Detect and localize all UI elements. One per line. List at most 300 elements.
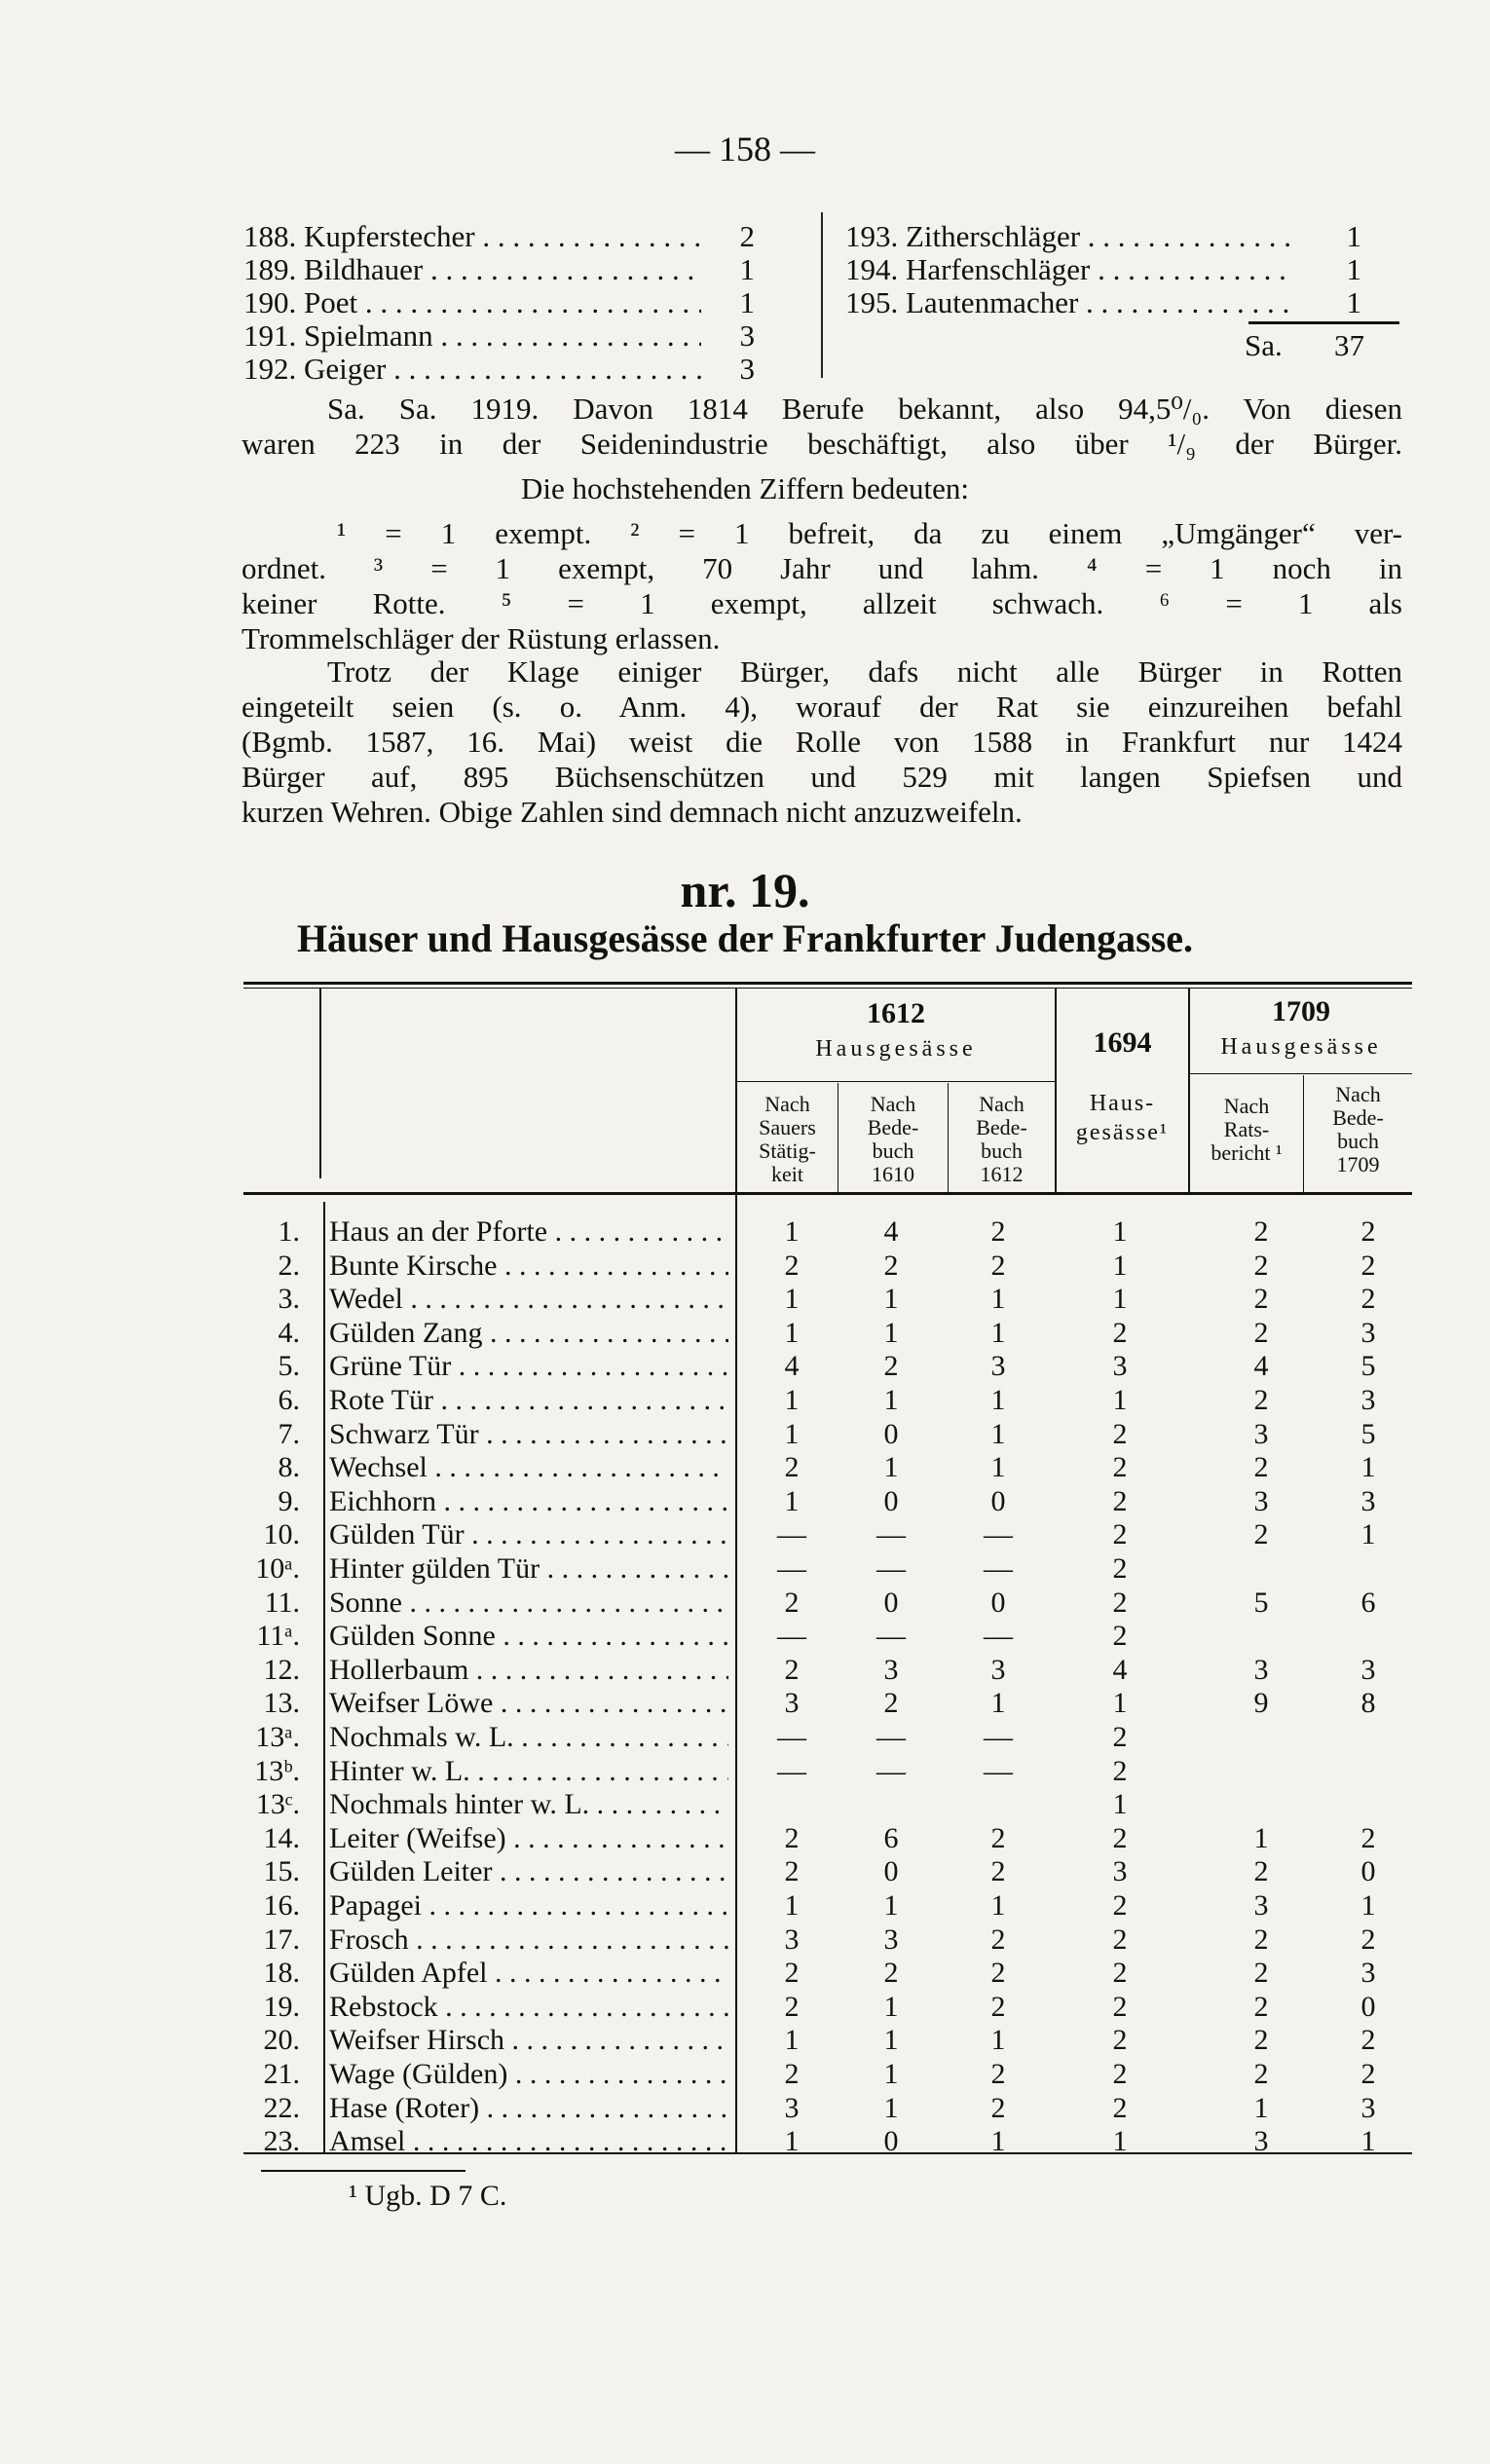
value-cell: 2: [1112, 1957, 1128, 1990]
klage-paragraph: [242, 654, 1402, 830]
value-cell: 2: [1112, 1889, 1128, 1922]
occupation-label: 189. Bildhauer . . .: [243, 249, 701, 290]
house-name-cell: [329, 1991, 728, 2024]
table-footnote: ¹ Ugb. D 7 C.: [349, 2180, 507, 2212]
value-cell: 3: [784, 1687, 800, 1720]
value-cell: —: [984, 1721, 1013, 1753]
occupation-label: 188. Kupferstecher . . .: [243, 216, 701, 257]
house-name: Weifser Löwe . . .: [329, 1687, 728, 1719]
value-cell: 2: [883, 1957, 899, 1990]
value-cell: 1: [990, 2125, 1006, 2158]
value-cell: 1: [1112, 1283, 1128, 1316]
occupation-count: 1: [1346, 285, 1361, 319]
header-text: buch: [872, 1139, 914, 1163]
row-number: 6.: [278, 1384, 300, 1416]
value-cell: 2: [1360, 2058, 1376, 2090]
value-cell: 1: [883, 2058, 899, 2090]
occupation-count: 1: [739, 285, 755, 319]
occupation-label: 193. Zitherschläger . . .: [845, 216, 1293, 257]
value-cell: 3: [990, 1653, 1006, 1686]
row-number: 15.: [263, 1855, 300, 1888]
house-name: Gülden Apfel . . .: [329, 1957, 728, 1989]
table-row: [243, 1654, 1412, 1687]
value-cell: 0: [1360, 1855, 1376, 1888]
value-cell: 2: [1253, 1316, 1269, 1349]
value-cell: 2: [1253, 1283, 1269, 1316]
value-cell: 1: [1360, 1518, 1376, 1551]
value-cell: 2: [784, 1586, 800, 1619]
row-number: 13ᵇ.: [254, 1754, 300, 1787]
header-text: Haus-: [1089, 1091, 1156, 1116]
house-name: Gülden Tür . . .: [329, 1518, 728, 1550]
table-row: [243, 2125, 1412, 2158]
value-cell: 2: [990, 2058, 1006, 2090]
house-name-cell: [329, 1451, 728, 1484]
occupation-label: 192. Geiger . . .: [243, 349, 701, 390]
value-cell: 3: [1253, 2125, 1269, 2158]
value-cell: 2: [784, 2058, 800, 2090]
value-cell: 3: [883, 1923, 899, 1956]
header-text: Nach: [870, 1092, 916, 1116]
header-text: Bede-: [1332, 1105, 1384, 1130]
value-cell: 8: [1360, 1687, 1376, 1720]
value-cell: 3: [784, 1923, 800, 1956]
value-cell: 1: [883, 1283, 899, 1316]
value-cell: 1: [784, 1384, 800, 1416]
table-hline-inner: [1190, 1073, 1412, 1074]
header-text: gesässe¹: [1075, 1120, 1170, 1145]
table-row: [243, 1384, 1412, 1417]
header-text: Nach: [979, 1092, 1024, 1116]
house-name: Haus an der Pforte . . .: [329, 1215, 728, 1248]
header-text: Rats-: [1223, 1117, 1270, 1141]
value-cell: 2: [1112, 1721, 1128, 1753]
house-name: Sonne . . .: [329, 1587, 728, 1619]
value-cell: 1: [883, 1451, 899, 1484]
text-line: Trommelschläger der Rüstung erlassen.: [242, 621, 721, 655]
table-row: [243, 1923, 1412, 1957]
table-row: [243, 1350, 1412, 1383]
value-cell: 1: [784, 1283, 800, 1316]
value-cell: 1: [990, 1283, 1006, 1316]
value-cell: 1: [784, 1484, 800, 1517]
value-cell: 1: [883, 1316, 899, 1349]
house-name: Hinter w. L. . . .: [329, 1755, 728, 1787]
value-cell: 1: [1112, 1249, 1128, 1282]
text-line: Bürger auf, 895 Büchsenschützen und 529 mit langen Spiefsen und: [242, 760, 1402, 794]
table-rule-top-thin: [243, 988, 1412, 989]
value-cell: 2: [1253, 1249, 1269, 1282]
value-cell: 2: [1112, 1518, 1128, 1551]
table-row: [243, 2092, 1412, 2125]
house-name-cell: [329, 1923, 728, 1957]
house-name: Gülden Zang . . .: [329, 1317, 728, 1349]
value-cell: 2: [1253, 1957, 1269, 1990]
value-cell: —: [984, 1754, 1013, 1787]
value-cell: 0: [883, 2125, 899, 2158]
value-cell: 2: [1360, 1249, 1376, 1282]
value-cell: —: [777, 1552, 806, 1585]
table-row: [243, 1721, 1412, 1754]
value-cell: 1: [1253, 1821, 1269, 1854]
value-cell: 2: [1253, 1923, 1269, 1956]
value-cell: 3: [1112, 1350, 1128, 1383]
row-number: 11.: [264, 1586, 300, 1619]
table-vline: [319, 988, 321, 1178]
value-cell: —: [876, 1721, 906, 1753]
value-cell: 2: [1112, 1484, 1128, 1517]
house-name: Nochmals w. L. . . .: [329, 1721, 728, 1753]
table-row: [243, 1451, 1412, 1484]
row-number: 14.: [263, 1821, 300, 1854]
text-line: (Bgmb. 1587, 16. Mai) weist die Rolle von 1588 in Frankfurt nur 1424: [242, 725, 1402, 759]
text-line: keiner Rotte. ⁵ = 1 exempt, allzeit schwach. ⁶ = 1 als: [242, 586, 1402, 620]
header-text: Nach: [1223, 1094, 1270, 1118]
house-name-cell: [329, 1518, 728, 1551]
page-number: — 158 —: [675, 130, 815, 168]
footnote-intro: Die hochstehenden Ziffern bedeuten:: [521, 471, 969, 505]
value-cell: 3: [1360, 1957, 1376, 1990]
value-cell: 2: [784, 1990, 800, 2023]
row-number: 19.: [263, 1990, 300, 2023]
house-name-cell: [329, 1889, 728, 1923]
value-cell: 3: [1360, 1316, 1376, 1349]
value-cell: 0: [883, 1586, 899, 1619]
value-cell: 2: [1253, 1990, 1269, 2023]
table-row: [243, 1788, 1412, 1821]
row-number: 12.: [263, 1653, 300, 1686]
sum-label: Sa.: [1245, 328, 1283, 362]
header-text: buch: [1337, 1129, 1379, 1153]
value-cell: 2: [1112, 1754, 1128, 1787]
house-name-cell: [329, 1250, 728, 1283]
table-row: [243, 2024, 1412, 2057]
house-name-cell: [329, 1418, 728, 1451]
text-line: Sa. Sa. 1919. Davon 1814 Berufe bekannt, also 94,5⁰/₀. Von diesen: [327, 392, 1402, 426]
value-cell: 1: [990, 1687, 1006, 1720]
house-name-cell: [329, 1384, 728, 1417]
table-rule-top: [243, 982, 1412, 985]
house-name: Wechsel . . .: [329, 1451, 728, 1483]
value-cell: 1: [990, 1889, 1006, 1922]
value-cell: —: [876, 1754, 906, 1787]
text-line: waren 223 in der Seidenindustrie beschäftigt, also über ¹/₉ der Bürger.: [242, 427, 1402, 461]
occupation-count: 2: [739, 219, 755, 253]
value-cell: 2: [990, 1821, 1006, 1854]
superscript-legend: [242, 516, 1402, 656]
value-cell: 1: [784, 1417, 800, 1450]
occupation-count: 1: [1346, 252, 1361, 286]
header-text: 1610: [872, 1162, 914, 1186]
value-cell: 3: [1253, 1484, 1269, 1517]
table-row: [243, 1250, 1412, 1283]
summary-paragraph: [242, 392, 1402, 462]
house-name: Hinter gülden Tür . . .: [329, 1552, 728, 1585]
value-cell: 2: [1112, 1923, 1128, 1956]
value-cell: 2: [990, 2091, 1006, 2124]
value-cell: 1: [990, 2024, 1006, 2057]
value-cell: 0: [1360, 1990, 1376, 2023]
row-number: 17.: [263, 1923, 300, 1956]
value-cell: 2: [1253, 1384, 1269, 1416]
row-number: 20.: [263, 2024, 300, 2057]
row-number: 1.: [278, 1215, 300, 1248]
value-cell: 1: [990, 1384, 1006, 1416]
value-cell: 1: [1112, 1384, 1128, 1416]
value-cell: —: [984, 1552, 1013, 1585]
house-name-cell: [329, 2125, 728, 2158]
header-year-1709: 1709: [1272, 995, 1330, 1027]
value-cell: 2: [1360, 1215, 1376, 1248]
row-number: 22.: [263, 2091, 300, 2124]
table-hline-inner: [737, 1081, 1055, 1082]
row-number: 13ᵃ.: [255, 1721, 300, 1753]
value-cell: 2: [1112, 1821, 1128, 1854]
value-cell: 1: [1112, 1788, 1128, 1821]
row-number: 9.: [278, 1484, 300, 1517]
value-cell: 2: [1112, 2024, 1128, 2057]
house-name-cell: [329, 1788, 728, 1821]
row-number: 23.: [263, 2125, 300, 2158]
header-text: Bede-: [976, 1115, 1027, 1139]
house-name: Eichhorn . . .: [329, 1485, 728, 1517]
table-row: [243, 1991, 1412, 2024]
header-text: 1612: [980, 1162, 1024, 1186]
house-name: Gülden Sonne . . .: [329, 1620, 728, 1652]
value-cell: 1: [883, 2091, 899, 2124]
table-row: [243, 1957, 1412, 1990]
row-number: 5.: [278, 1350, 300, 1383]
value-cell: 2: [1112, 2091, 1128, 2124]
house-name-cell: [329, 1283, 728, 1316]
value-cell: 2: [1360, 2024, 1376, 2057]
table-row: [243, 1485, 1412, 1518]
value-cell: —: [876, 1552, 906, 1585]
value-cell: 1: [1360, 1451, 1376, 1484]
text-line: eingeteilt seien (s. o. Anm. 4), worauf der Rat sie einzureihen befahl: [242, 690, 1402, 724]
house-name: Rote Tür . . .: [329, 1384, 728, 1416]
house-name: Grüne Tür . . .: [329, 1350, 728, 1382]
value-cell: 5: [1253, 1586, 1269, 1619]
house-name: Schwarz Tür . . .: [329, 1418, 728, 1450]
value-cell: 9: [1253, 1687, 1269, 1720]
row-number: 13ᶜ.: [255, 1788, 300, 1821]
value-cell: —: [777, 1721, 806, 1753]
house-name: Wedel . . .: [329, 1283, 728, 1315]
value-cell: 2: [1112, 1620, 1128, 1653]
row-number: 2.: [278, 1249, 300, 1282]
value-cell: 3: [883, 1653, 899, 1686]
occupation-label: 190. Poet . . .: [243, 282, 701, 323]
section-number: nr. 19.: [680, 863, 810, 917]
table-row: [243, 1552, 1412, 1586]
value-cell: 4: [784, 1350, 800, 1383]
value-cell: 2: [990, 1215, 1006, 1248]
text-line: ¹ = 1 exempt. ² = 1 befreit, da zu einem „Umgänger“ ver-: [337, 516, 1402, 550]
value-cell: 2: [1253, 2024, 1269, 2057]
house-name-cell: [329, 1552, 728, 1586]
house-name: Wage (Gülden) . . .: [329, 2058, 728, 2090]
row-number: 8.: [278, 1451, 300, 1484]
table-row: [243, 1822, 1412, 1855]
value-cell: 2: [1253, 2058, 1269, 2090]
value-cell: 0: [883, 1484, 899, 1517]
row-number: 18.: [263, 1957, 300, 1990]
value-cell: —: [777, 1754, 806, 1787]
value-cell: 1: [990, 1417, 1006, 1450]
footnote-rule: [261, 2170, 466, 2172]
row-number: 3.: [278, 1283, 300, 1316]
table-row: [243, 2058, 1412, 2091]
value-cell: 2: [990, 1855, 1006, 1888]
house-name-cell: [329, 1620, 728, 1653]
value-cell: 1: [883, 1384, 899, 1416]
value-cell: 3: [1360, 1653, 1376, 1686]
table-row: [243, 1889, 1412, 1923]
value-cell: 1: [1360, 2125, 1376, 2158]
value-cell: —: [777, 1518, 806, 1551]
header-text: 1709: [1336, 1152, 1380, 1176]
value-cell: 2: [990, 1923, 1006, 1956]
value-cell: 3: [990, 1350, 1006, 1383]
occupation-count: 3: [739, 352, 755, 386]
header-col-staetigkeit: [737, 1093, 838, 1186]
header-year-1612: 1612: [867, 997, 925, 1029]
text-line: Trotz der Klage einiger Bürger, dafs nicht alle Bürger in Rotten: [327, 654, 1402, 689]
house-name-cell: [329, 1350, 728, 1383]
table-row: [243, 1317, 1412, 1350]
occupation-label: 195. Lautenmacher . . .: [845, 282, 1293, 323]
value-cell: 2: [990, 1957, 1006, 1990]
value-cell: 1: [990, 1451, 1006, 1484]
row-number: 13.: [263, 1687, 300, 1720]
value-cell: 3: [1360, 1384, 1376, 1416]
header-year-1694: 1694: [1093, 1027, 1152, 1059]
value-cell: 2: [990, 1249, 1006, 1282]
house-name: Nochmals hinter w. L. . . .: [329, 1788, 728, 1820]
table-row: [243, 1215, 1412, 1249]
header-col-bedebuch-1612: [949, 1093, 1055, 1186]
text-line: kurzen Wehren. Obige Zahlen sind demnach nicht anzuzweifeln.: [242, 795, 1023, 829]
row-number: 10ᵃ.: [255, 1552, 300, 1585]
value-cell: 1: [784, 2024, 800, 2057]
value-cell: 5: [1360, 1350, 1376, 1383]
table-row: [243, 1620, 1412, 1653]
value-cell: 1: [883, 1990, 899, 2023]
value-cell: 6: [1360, 1586, 1376, 1619]
header-col-bedebuch-1709: [1304, 1083, 1412, 1176]
value-cell: 4: [883, 1215, 899, 1248]
value-cell: 2: [784, 1957, 800, 1990]
value-cell: 4: [1112, 1653, 1128, 1686]
header-text: Nach: [1335, 1082, 1381, 1106]
house-name-cell: [329, 1485, 728, 1518]
value-cell: 0: [990, 1484, 1006, 1517]
value-cell: 1: [784, 2125, 800, 2158]
value-cell: 2: [1112, 1990, 1128, 2023]
row-number: 4.: [278, 1316, 300, 1349]
value-cell: —: [876, 1620, 906, 1653]
house-name-cell: [329, 1317, 728, 1350]
house-name-cell: [329, 1957, 728, 1990]
header-col-hausgesaesse-1694: [1057, 1089, 1188, 1147]
value-cell: 1: [1253, 2091, 1269, 2124]
value-cell: 2: [784, 1249, 800, 1282]
value-cell: 2: [1360, 1821, 1376, 1854]
header-text: bericht ¹: [1211, 1140, 1283, 1165]
value-cell: 3: [1253, 1653, 1269, 1686]
value-cell: 2: [784, 1451, 800, 1484]
value-cell: —: [777, 1620, 806, 1653]
value-cell: 2: [784, 1855, 800, 1888]
value-cell: 1: [883, 1889, 899, 1922]
section-title: Häuser und Hausgesässe der Frankfurter Judengasse.: [296, 916, 1194, 960]
value-cell: 1: [1112, 2125, 1128, 2158]
house-name-cell: [329, 2092, 728, 2125]
value-cell: 2: [1253, 1855, 1269, 1888]
table-row: [243, 1418, 1412, 1451]
value-cell: 0: [883, 1417, 899, 1450]
value-cell: —: [984, 1518, 1013, 1551]
header-hausgesaesse-1709: Hausgesässe: [1220, 1034, 1382, 1060]
value-cell: 2: [1253, 1518, 1269, 1551]
header-col-ratsbericht: [1190, 1095, 1303, 1165]
house-name: Weifser Hirsch . . .: [329, 2024, 728, 2056]
house-name-cell: [329, 1587, 728, 1620]
house-name-cell: [329, 2024, 728, 2057]
header-hausgesaesse-1612: Hausgesässe: [815, 1036, 977, 1062]
house-name: Leiter (Weifse) . . .: [329, 1822, 728, 1854]
value-cell: 2: [1112, 2058, 1128, 2090]
house-name-cell: [329, 1721, 728, 1754]
value-cell: 1: [990, 1316, 1006, 1349]
value-cell: 2: [1360, 1283, 1376, 1316]
sum-rule: [1248, 321, 1399, 324]
table-row: [243, 1518, 1412, 1551]
value-cell: 2: [1112, 1316, 1128, 1349]
header-text: keit: [771, 1162, 803, 1186]
value-cell: 2: [883, 1249, 899, 1282]
value-cell: 1: [784, 1215, 800, 1248]
value-cell: 5: [1360, 1417, 1376, 1450]
house-name-cell: [329, 1822, 728, 1855]
value-cell: —: [876, 1518, 906, 1551]
value-cell: 2: [883, 1350, 899, 1383]
value-cell: 2: [1112, 1451, 1128, 1484]
house-name: Frosch . . .: [329, 1923, 728, 1956]
value-cell: 2: [883, 1687, 899, 1720]
occupation-count: 1: [1346, 219, 1361, 253]
value-cell: 2: [1360, 1923, 1376, 1956]
header-text: Nach: [764, 1092, 810, 1116]
header-col-bedebuch-1610: [838, 1093, 948, 1186]
table-row: [243, 1687, 1412, 1720]
value-cell: 2: [1112, 1552, 1128, 1585]
house-name: Amsel . . .: [329, 2125, 728, 2157]
value-cell: —: [984, 1620, 1013, 1653]
value-cell: 3: [1253, 1889, 1269, 1922]
occupation-item: [243, 349, 764, 390]
value-cell: 3: [1112, 1855, 1128, 1888]
value-cell: 1: [1112, 1687, 1128, 1720]
occupation-count: 3: [739, 318, 755, 353]
occupation-label: 194. Harfenschläger . . .: [845, 249, 1293, 290]
value-cell: 0: [990, 1586, 1006, 1619]
sum-value: 37: [1334, 328, 1364, 362]
house-name-cell: [329, 1654, 728, 1687]
text-line: ordnet. ³ = 1 exempt, 70 Jahr und lahm. ⁴ = 1 noch in: [242, 551, 1402, 585]
row-number: 7.: [278, 1417, 300, 1450]
